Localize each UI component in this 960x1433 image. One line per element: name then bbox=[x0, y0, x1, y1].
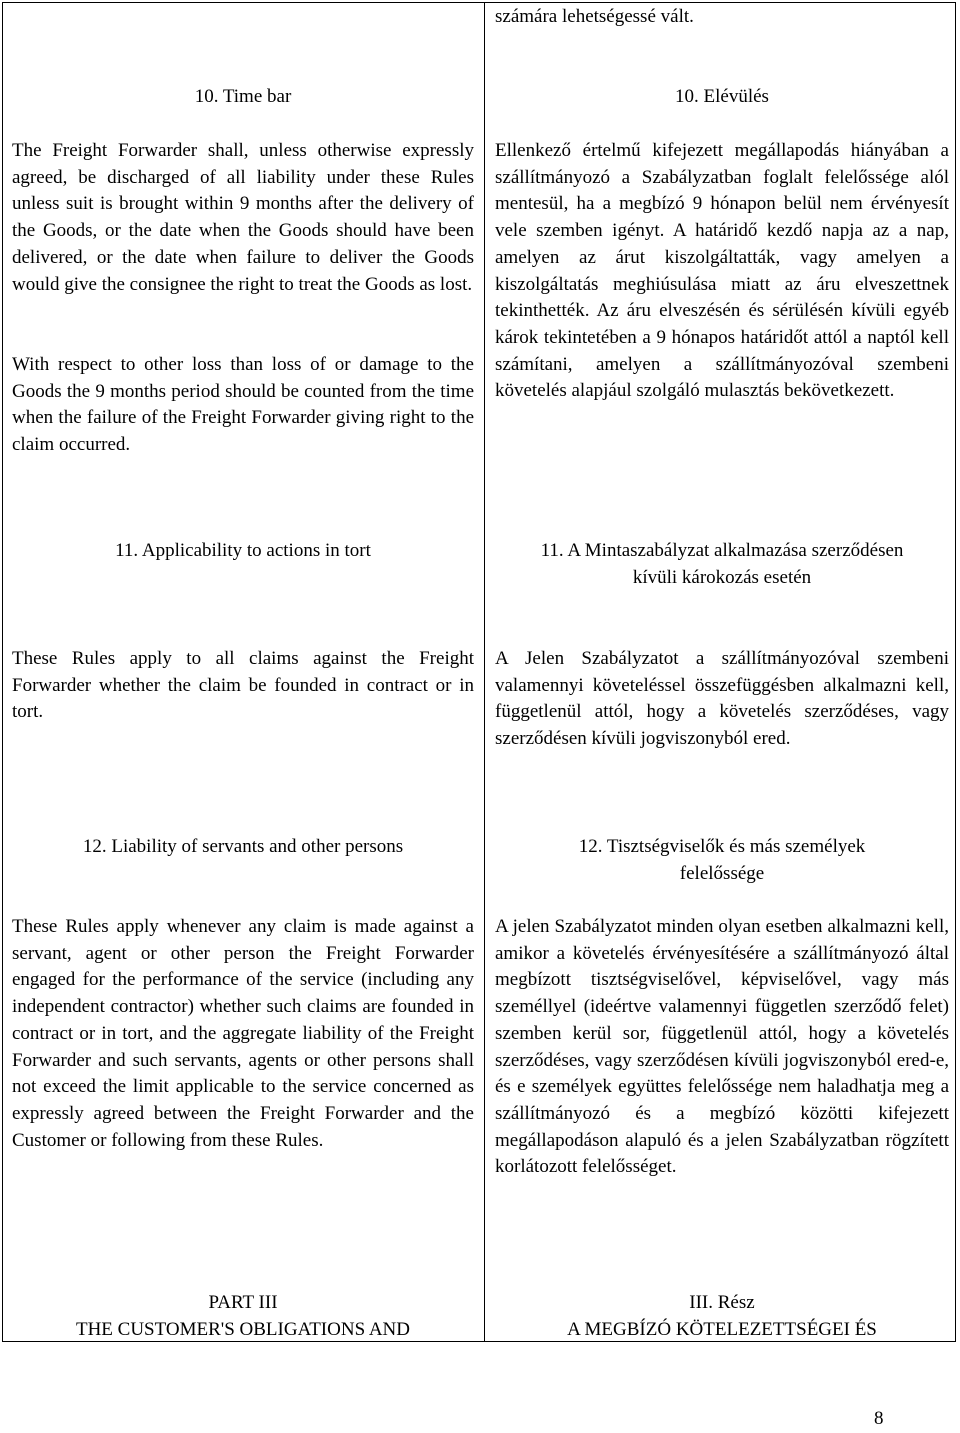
section-10-heading-en: 10. Time bar bbox=[194, 86, 292, 107]
part-3-heading-hu-line2: A MEGBÍZÓ KÖTELEZETTSÉGEI ÉS bbox=[567, 1319, 877, 1340]
section-10-body-en-1: The Freight Forwarder shall, unless otherwise expressly agreed, be discharged of all liability under these Rules unless suit is brought within 9 months after the delivery of the Goods, or the date when the Goods should have been delivered, or the date when failure to deliver the Goods would give the consignee the right to treat the Goods as lost. bbox=[12, 140, 474, 295]
page-number: 8 bbox=[874, 1408, 884, 1429]
section-10-body-en-2: With respect to other loss than loss of or damage to the Goods the 9 months period should be counted from the time when the failure of the Freight Forwarder giving right to the claim occurred. bbox=[12, 354, 474, 456]
section-12-body-hu: A jelen Szabályzatot minden olyan esetben alkalmazni kell, amikor a követelés érvényesítésére a szállítmányozó által megbízott tisztségviselővel, képviselővel, vagy más személlyel (ideértve valamennyi független szerződő felet) szemben kerül sor, függetlenül attól, hogy a követelés szerződéses, vagy szerződésen kívüli jogviszonyból ered-e, és e személyek együttes felelőssége nem haladhatja meg a szállítmányozó és a megbízó közötti kifejezett megállapodáson alapuló és a jelen Szabályzatban rögzített korlátozott felelősséget. bbox=[495, 916, 949, 1178]
section-12-heading-hu: 12. Tisztségviselők és más személyek felelőssége bbox=[578, 836, 866, 884]
part-3-heading-hu-line1: III. Rész bbox=[689, 1292, 755, 1313]
section-12-body-en: These Rules apply whenever any claim is made against a servant, agent or other person the Freight Forwarder engaged for the performance of the service (including any independent contractor) whether such claims are founded in contract or in tort, and the aggregate liability of the Freight Forwarder and such servants, agents or other persons shall not exceed the limit applicable to the service concerned as expressly agreed between the Freight Forwarder and the Customer or following from these Rules. bbox=[12, 916, 474, 1151]
section-10-body-hu: Ellenkező értelmű kifejezett megállapodás hiányában a szállítmányozó a Szabályzatban foglalt felelőssége alól mentesül, ha a megbízó 9 hónapon belül nem érvényesít vele szemben igényt. A határidő kezdő napja az a nap, amelyen az árut kiszolgáltatták, vagy amelyen a kiszolgáltatás meghiúsulása miatt az áru elveszettnek tekinthették. Az áru elveszésén és sérülésén kívüli egyéb károk tekintetében a 9 hónapos határidőt attól a naptól kell számítani, amelyen a szállítmányozóval szembeni követelés alapjául szolgáló mulasztás bekövetkezett. bbox=[495, 140, 949, 402]
section-10-heading-hu: 10. Elévülés bbox=[675, 86, 769, 107]
continued-text-fragment: számára lehetségessé vált. bbox=[495, 6, 694, 27]
part-3-heading-en-line2: THE CUSTOMER'S OBLIGATIONS AND bbox=[75, 1319, 410, 1340]
section-11-heading-hu: 11. A Mintaszabályzat alkalmazása szerződésen kívüli károkozás esetén bbox=[540, 540, 904, 588]
part-3-heading-en-line1: PART III bbox=[208, 1292, 278, 1313]
section-11-body-hu: A Jelen Szabályzatot a szállítmányozóval szembeni valamennyi követeléssel összefüggésben alkalmazni kell, függetlenül attól, hogy a követelés szerződéses, vagy szerződésen kívüli jogviszonyból ered. bbox=[495, 648, 949, 750]
section-11-heading-en: 11. Applicability to actions in tort bbox=[115, 540, 371, 561]
section-11-body-en: These Rules apply to all claims against the Freight Forwarder whether the claim be founded in contract or in tort. bbox=[12, 648, 474, 723]
section-12-heading-en: 12. Liability of servants and other persons bbox=[82, 836, 404, 857]
column-divider bbox=[484, 2, 485, 1342]
